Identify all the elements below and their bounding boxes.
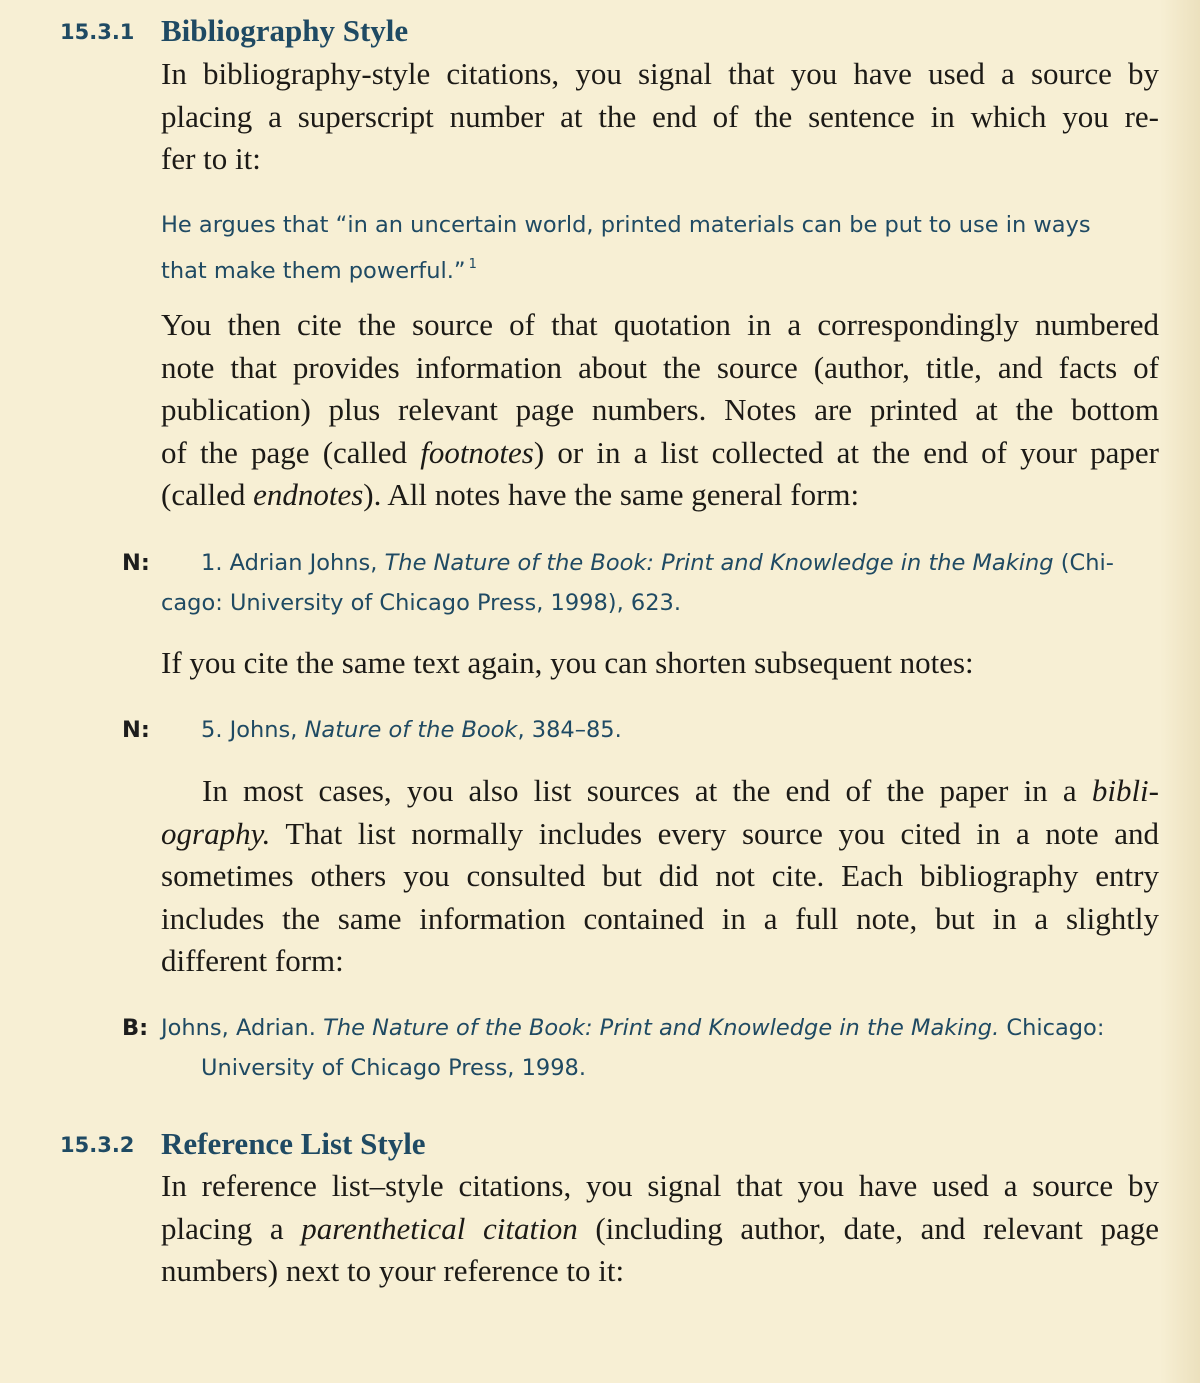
- section-title: Reference List Style: [161, 1126, 426, 1161]
- text-line: [161, 813, 1159, 856]
- section-title: Bibliography Style: [161, 13, 409, 48]
- text-run: (Chi-: [1053, 550, 1114, 576]
- term-bibliography: ography.: [161, 815, 271, 851]
- quote-text: that make them powerful.”: [161, 258, 466, 284]
- quote-line: [161, 245, 1159, 291]
- example-quote: [161, 205, 1159, 291]
- text-run: That list normally includes every source you cited in a note and: [270, 815, 1159, 851]
- text-run: ). All notes have the same general form:: [363, 477, 860, 513]
- text-run: (including author, date, and relevant page: [577, 1210, 1159, 1246]
- text-run: 1. Adrian Johns,: [201, 550, 385, 576]
- term-endnotes: endnotes: [253, 477, 364, 513]
- text-run: Johns, Adrian.: [161, 1015, 324, 1041]
- text-line: You then cite the source of that quotation in a correspondingly numbered: [161, 307, 1159, 342]
- text-line: publication) plus relevant page numbers. Notes are printed at the bottom: [161, 392, 1159, 428]
- text-line: includes the same information contained in a full note, but in a slightly: [161, 900, 1159, 936]
- text-line: note that provides information about the source (author, title, and facts of: [161, 349, 1159, 385]
- text-run: ) or in a list collected at the end of your paper: [533, 434, 1159, 470]
- text-run: 5. Johns,: [201, 717, 305, 743]
- text-line: [161, 770, 1159, 813]
- section-number: 15.3.2: [60, 1133, 135, 1157]
- text-line: [161, 1208, 1159, 1251]
- text-run: , 384–85.: [517, 717, 622, 743]
- bib-line: University of Chicago Press, 1998.: [201, 1055, 587, 1081]
- text-line: numbers) next to your reference to it:: [161, 1253, 625, 1289]
- quote-line: He argues that “in an uncertain world, printed materials can be put to use in ways: [161, 212, 1091, 238]
- book-title: Nature of the Book: [304, 717, 518, 743]
- intro-paragraph: [161, 53, 1159, 181]
- text-line: placing a superscript number at the end of the sentence in which you re-: [161, 98, 1159, 134]
- text-line: In reference list–style citations, you signal that you have used a source by: [161, 1168, 1159, 1203]
- note-label: N:: [122, 550, 150, 576]
- reference-list-paragraph: [161, 1165, 1159, 1293]
- note-label: N:: [122, 717, 150, 743]
- text-line: In bibliography-style citations, you signal that you have used a source by: [161, 56, 1159, 91]
- text-run: In most cases, you also list sources at the end of the paper in a: [202, 773, 1092, 808]
- text-run: of the page (called: [161, 434, 421, 470]
- bibliography-example: [161, 1008, 1159, 1088]
- bibliography-label: B:: [122, 1015, 149, 1041]
- text-line: [161, 432, 1159, 475]
- note-line: [161, 710, 1159, 750]
- bibliography-paragraph: [161, 770, 1159, 983]
- text-line: [161, 474, 1159, 517]
- shorten-paragraph: [161, 642, 1159, 685]
- term-parenthetical-citation: parenthetical citation: [301, 1210, 578, 1246]
- text-line: If you cite the same text again, you can shorten subsequent notes:: [161, 645, 974, 680]
- book-title: The Nature of the Book: Print and Knowledge in the Making: [384, 550, 1054, 576]
- text-line: different form:: [161, 943, 344, 979]
- term-footnotes: footnotes: [420, 434, 534, 470]
- page-edge-shadow: [1160, 0, 1200, 1383]
- notes-paragraph: [161, 304, 1159, 517]
- text-run: (called: [161, 477, 254, 513]
- text-line: fer to it:: [161, 141, 261, 177]
- term-bibliography: bibli-: [1091, 773, 1159, 808]
- note-example-short: [161, 710, 1159, 750]
- bib-line: [161, 1008, 1159, 1048]
- book-title: The Nature of the Book: Print and Knowledge in the Making.: [323, 1015, 1000, 1041]
- text-run: placing a: [161, 1210, 302, 1246]
- note-line: cago: University of Chicago Press, 1998), 623.: [161, 590, 681, 616]
- text-line: sometimes others you consulted but did not cite. Each bibliography entry: [161, 858, 1159, 894]
- note-line: [161, 543, 1159, 583]
- superscript-number: 1: [468, 257, 477, 272]
- text-run: Chicago:: [999, 1015, 1105, 1041]
- section-number: 15.3.1: [60, 20, 135, 44]
- note-example-full: [161, 543, 1159, 623]
